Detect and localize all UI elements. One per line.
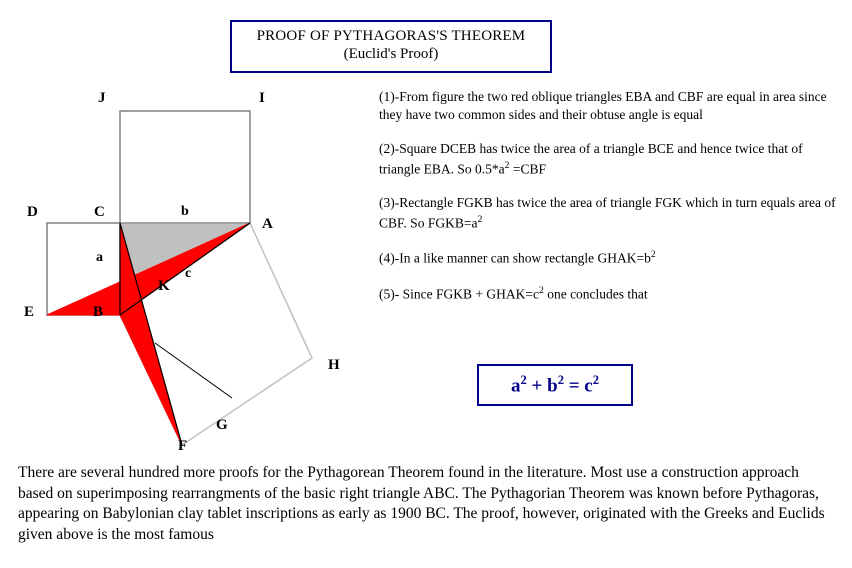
proof-step-5 [379,284,847,304]
proof-step-5-exponent: 2 [538,285,544,297]
figure-label-E: E [24,304,35,320]
figure-label-D: D [27,204,38,220]
proof-step-1 [379,88,847,124]
equation-b: b [547,375,558,397]
title-line-1: PROOF OF PYTHAGORAS'S THEOREM [256,28,526,44]
footer-paragraph: There are several hundred more proofs for the Pythagorean Theorem found in the literature. Most use a construction approach based on superimposing rearrangments of the basic right triangle ABC. The Pythagorian Theorem was known before Pythagoras, appearing on Babylonian clay tablet inscriptions as early as 1900 BC. The proof, however, originated with the Greeks and Euclids given above is the most famous [18,464,825,543]
proof-step-2-exponent: 2 [504,159,510,171]
figure-label-G: G [216,417,228,433]
equation-c-exponent: 2 [592,372,599,387]
figure-label-C: C [94,204,105,220]
proof-step-4-exponent: 2 [650,249,656,261]
pythagoras-figure [0,80,380,460]
proof-steps [379,88,847,304]
figure-label-side-b: b [181,204,189,219]
equation-a-exponent: 2 [520,372,527,387]
equation-plus: + [526,375,548,397]
proof-step-5-text: (5)- Since FGKB + GHAK=c [379,286,539,302]
equation-box [477,364,633,406]
proof-step-5-tail: one concludes that [543,286,648,302]
proof-step-1-text: (1)-From figure the two red oblique triangles EBA and CBF are equal in area since they have two common sides and their obtuse angle is equal [379,89,827,123]
equation-b-exponent: 2 [557,372,564,387]
proof-step-3 [379,194,847,232]
figure-label-side-c: c [185,266,192,281]
equation-text [511,373,599,397]
equation-equals: = [563,375,585,397]
figure-label-side-a: a [96,250,103,265]
equation-c: c [584,375,593,397]
figure-label-H: H [328,357,340,373]
figure-label-J: J [98,90,106,106]
title-line-2: (Euclid's Proof) [343,46,439,62]
figure-label-F: F [178,438,188,454]
figure-label-B: B [93,304,104,320]
proof-step-3-exponent: 2 [477,213,483,225]
equation-a: a [511,375,521,397]
figure-label-I: I [259,90,265,106]
proof-step-2-tail: =CBF [509,161,546,177]
proof-step-2-text: (2)-Square DCEB has twice the area of a triangle BCE and hence twice that of triangle EBA. So 0.5*a [379,141,803,177]
proof-step-2 [379,140,847,178]
figure-label-K: K [158,278,170,294]
proof-step-3-text: (3)-Rectangle FGKB has twice the area of triangle FGK which in turn equals area of CBF. So FGKB=a [379,195,836,231]
figure-label-A: A [262,216,273,232]
proof-step-4-text: (4)-In a like manner can show rectangle GHAK=b [379,250,651,266]
title-box [230,20,552,73]
proof-step-4 [379,248,847,268]
